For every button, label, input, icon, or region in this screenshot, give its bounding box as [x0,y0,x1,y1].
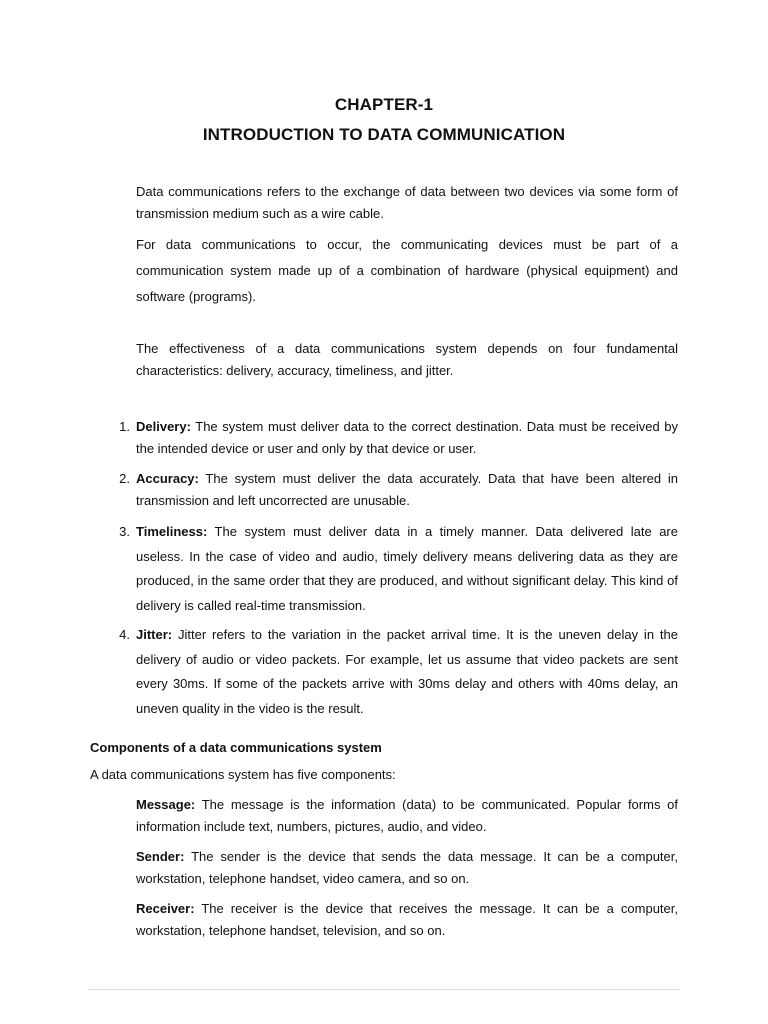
list-number: 2. [119,471,130,486]
component-text: The receiver is the device that receives the message. It can be a computer, workstation, telephone handset, television, and so on. [136,901,678,938]
characteristic-item-accuracy [119,468,678,512]
chapter-title: INTRODUCTION TO DATA COMMUNICATION [202,125,566,144]
components-intro: A data communications system has five components: [90,767,396,782]
intro-paragraph-3: The effectiveness of a data communications system depends on four fundamental characteristics: delivery, accuracy, timeliness, and jitter. [136,341,678,378]
component-sender [136,846,678,890]
characteristic-item-timeliness [119,520,678,618]
characteristic-term: Jitter: [136,627,173,642]
characteristic-item-jitter [119,623,678,721]
list-number: 1. [119,419,130,434]
component-text: The sender is the device that sends the data message. It can be a computer, workstation, telephone handset, video camera, and so on. [136,849,678,886]
component-message [136,794,678,838]
component-term: Receiver: [136,901,195,916]
component-text: The message is the information (data) to be communicated. Popular forms of information include text, numbers, pictures, audio, and video. [136,797,678,834]
component-term: Sender: [136,849,185,864]
characteristic-text: The system must deliver the data accurately. Data that have been altered in transmission and left uncorrected are unusable. [136,471,678,508]
intro-paragraph-2: For data communications to occur, the communicating devices must be part of a communication system made up of a combination of hardware (physical equipment) and software (programs). [136,237,678,304]
list-number: 3. [119,524,130,539]
characteristic-text: The system must deliver data to the correct destination. Data must be received by the intended device or user and only by that device or user. [136,419,678,456]
characteristic-term: Accuracy: [136,471,199,486]
characteristic-term: Timeliness: [136,524,208,539]
characteristic-term: Delivery: [136,419,191,434]
list-number: 4. [119,627,130,642]
components-heading: Components of a data communications system [90,740,382,755]
component-term: Message: [136,797,196,812]
characteristic-item-delivery [119,416,678,460]
footer-divider [88,989,680,990]
characteristic-text: Jitter refers to the variation in the packet arrival time. It is the uneven delay in the delivery of audio or video packets. For example, let us assume that video packets are sent every 30ms. If some of the packets arrive with 30ms delay and others with 40ms delay, an uneven quality in the video is the result. [136,627,678,716]
component-receiver [136,898,678,942]
chapter-label: CHAPTER-1 [334,95,434,114]
intro-paragraph-1: Data communications refers to the exchange of data between two devices via some form of transmission medium such as a wire cable. [136,184,678,221]
characteristic-text: The system must deliver data in a timely manner. Data delivered late are useless. In the case of video and audio, timely delivery means delivering data as they are produced, in the same order that they are produced, and without significant delay. This kind of delivery is called real-time transmission. [136,524,678,613]
